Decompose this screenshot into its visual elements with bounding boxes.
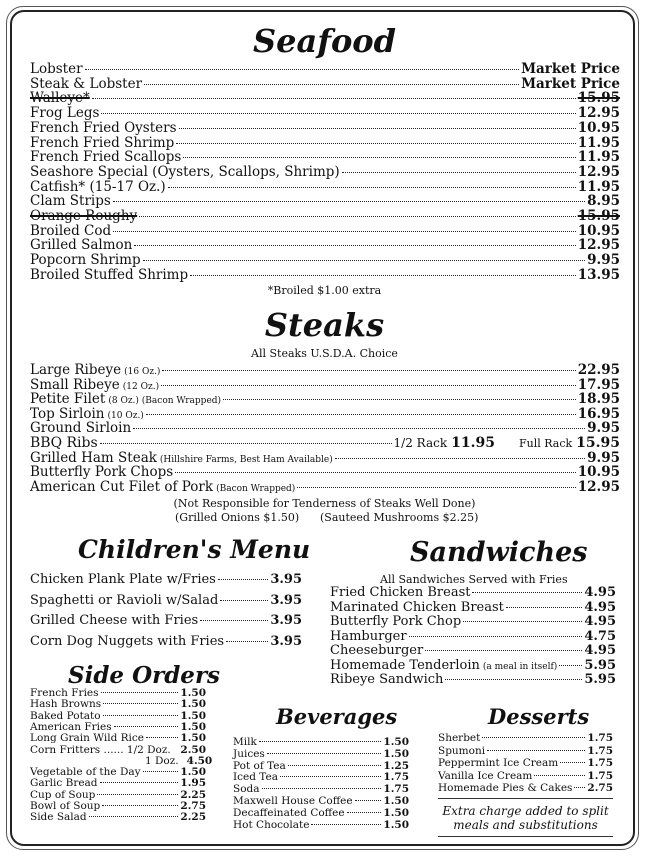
desserts-note-line2: meals and substitutions — [453, 818, 598, 832]
item-price: 3.95 — [270, 572, 302, 587]
item-price: 3.95 — [270, 633, 302, 649]
item-name: Corn Dog Nuggets with Fries — [30, 633, 225, 649]
item-price: 4.95 — [584, 585, 616, 600]
leader-dots — [534, 775, 585, 776]
item-detail: (Bacon Wrapped) — [216, 483, 296, 494]
leader-dots — [226, 641, 268, 642]
leader-dots — [134, 245, 575, 246]
dessert-item — [438, 757, 613, 769]
side-order-item — [30, 721, 206, 733]
bbq-half-label: 1/2 Rack — [393, 436, 448, 450]
item-name: Steak & Lobster — [30, 75, 143, 92]
bbq-ribs-row — [30, 435, 620, 451]
seafood-item — [30, 223, 620, 239]
leader-dots — [425, 650, 582, 651]
seafood-item — [30, 76, 620, 92]
item-name: Spumoni — [438, 744, 486, 757]
leader-dots — [89, 816, 179, 817]
side-order-item — [30, 789, 206, 801]
item-name: Top Sirloin — [30, 405, 105, 422]
item-price: 4.95 — [584, 599, 616, 615]
item-name: Small Ribeye — [30, 376, 120, 393]
dessert-item — [438, 782, 613, 794]
leader-dots — [559, 665, 582, 666]
leader-dots — [190, 275, 576, 276]
item-price: 4.95 — [584, 643, 616, 658]
beverage-item — [233, 783, 409, 795]
item-name: Butterfly Pork Chops — [30, 464, 174, 481]
seafood-item — [30, 208, 620, 224]
leader-dots — [220, 600, 268, 601]
leader-dots — [335, 458, 585, 459]
item-detail: (Hillshire Farms, Best Ham Available) — [159, 454, 333, 465]
steak-item — [30, 391, 620, 407]
item-price: 5.95 — [584, 672, 616, 687]
seafood-item — [30, 267, 620, 283]
item-name: Hash Browns — [30, 698, 102, 711]
steak-item — [30, 377, 620, 393]
side-order-item — [30, 744, 206, 756]
steaks-note-mushrooms: (Sauteed Mushrooms $2.25) — [320, 511, 479, 524]
seafood-item — [30, 179, 620, 195]
item-price: 5.95 — [584, 657, 616, 673]
dessert-item — [438, 732, 613, 744]
item-name: Chicken Plank Plate w/Fries — [30, 572, 216, 587]
item-price: 11.95 — [577, 178, 620, 195]
seafood-item — [30, 120, 620, 136]
item-price: 1.75 — [587, 732, 613, 744]
item-price: 8.95 — [587, 193, 620, 210]
leader-dots — [133, 428, 585, 429]
leader-dots — [161, 385, 576, 386]
item-name: Marinated Chicken Breast — [330, 599, 504, 615]
item-name: Corn Fritters ...... 1/2 Doz. — [30, 743, 171, 756]
item-detail: (a meal in itself) — [482, 661, 558, 672]
item-price: 9.95 — [587, 449, 620, 466]
item-name: Spaghetti or Ravioli w/Salad — [30, 592, 219, 608]
item-price: 1.75 — [383, 771, 409, 784]
item-name: Ribeye Sandwich — [330, 672, 444, 687]
item-price: 1.50 — [180, 709, 206, 722]
beverage-item — [233, 819, 409, 831]
item-name: Fried Chicken Breast — [330, 585, 471, 600]
leader-dots — [262, 788, 382, 789]
seafood-item — [30, 252, 620, 268]
item-price: 4.50 — [186, 754, 213, 767]
item-price: 1.50 — [180, 698, 206, 711]
item-detail: (12 Oz.) — [122, 381, 160, 392]
side-order-item — [30, 732, 206, 744]
side-order-item — [30, 710, 206, 722]
item-name: Long Grain Wild Rice — [30, 732, 144, 745]
item-name: Lobster — [30, 61, 83, 77]
item-price: 12.95 — [577, 105, 620, 122]
item-name: Seashore Special (Oysters, Scallops, Shrimp) — [30, 163, 340, 180]
beverage-item — [233, 760, 409, 772]
leader-dots — [259, 741, 382, 742]
leader-dots — [179, 128, 576, 129]
item-name: Butterfly Pork Chop — [330, 614, 462, 629]
leader-dots — [409, 636, 583, 637]
leader-dots — [280, 776, 381, 777]
leader-dots — [297, 487, 575, 488]
leader-dots — [487, 750, 585, 751]
item-name: Vegetable of the Day — [30, 766, 141, 779]
item-name: Grilled Cheese with Fries — [30, 613, 199, 628]
leader-dots — [146, 414, 576, 415]
item-name: Clam Strips — [30, 193, 111, 210]
leader-dots — [355, 800, 382, 801]
sandwiches-subtitle: All Sandwiches Served with Fries — [380, 573, 568, 586]
item-price: 11.95 — [577, 149, 620, 166]
seafood-item — [30, 135, 620, 151]
item-name: Broiled Cod — [30, 222, 112, 239]
item-price: 12.95 — [577, 478, 620, 495]
item-price: 3.95 — [270, 592, 302, 608]
item-price: 1.25 — [383, 759, 409, 772]
item-name: Grilled Ham Steak — [30, 449, 157, 466]
item-name: Milk — [233, 736, 257, 748]
item-price: 1.50 — [383, 818, 409, 831]
item-price: 1.50 — [180, 720, 206, 733]
item-detail: (16 Oz.) — [124, 367, 161, 377]
beverage-item — [233, 795, 409, 807]
item-name: American Cut Filet of Pork — [30, 478, 214, 495]
leader-dots — [103, 703, 178, 704]
item-name: French Fried Shrimp — [30, 134, 175, 151]
leader-dots — [463, 621, 582, 622]
sandwich-item — [330, 600, 616, 615]
side-orders-heading: Side Orders — [68, 662, 221, 689]
item-name: Large Ribeye — [30, 362, 122, 378]
item-detail: (8 Oz.) (Bacon Wrapped) — [108, 396, 222, 407]
dessert-item — [438, 745, 613, 757]
desserts-heading: Desserts — [488, 704, 590, 729]
beverage-item — [233, 736, 409, 748]
beverage-item — [233, 771, 409, 783]
item-name: Homemade Tenderloin — [330, 657, 480, 673]
item-price: 1.50 — [383, 806, 409, 819]
item-price: 1.50 — [180, 732, 206, 745]
item-price: 9.95 — [587, 420, 620, 437]
item-name: French Fries — [30, 687, 99, 699]
leader-dots — [200, 620, 268, 621]
desserts-divider-top — [438, 798, 613, 799]
leader-dots — [101, 113, 575, 114]
item-price: 2.50 — [180, 743, 206, 756]
leader-dots — [175, 472, 576, 473]
item-price: 17.95 — [577, 376, 620, 393]
item-name: Orange Roughy — [30, 208, 138, 224]
item-price: 3.95 — [270, 613, 302, 628]
leader-dots — [168, 187, 576, 188]
leader-dots — [482, 737, 585, 738]
item-price: 1.50 — [180, 687, 206, 699]
seafood-note: *Broiled $1.00 extra — [267, 284, 382, 297]
item-name: Ground Sirloin — [30, 420, 132, 437]
item-price: 2.75 — [180, 800, 206, 812]
item-price: 1.50 — [383, 747, 409, 760]
side-order-item — [30, 777, 206, 789]
steak-item — [30, 450, 620, 466]
item-price: 18.95 — [577, 391, 620, 408]
item-name: Popcorn Shrimp — [30, 252, 141, 269]
item-price: 12.95 — [577, 237, 620, 254]
side-order-item — [30, 800, 206, 812]
item-price: 10.95 — [577, 119, 620, 136]
item-name: Hamburger — [330, 628, 407, 644]
side-order-item — [30, 687, 206, 699]
item-name: French Fried Scallops — [30, 149, 182, 166]
side-order-item — [30, 811, 206, 823]
item-name: American Fries — [30, 720, 112, 733]
leader-dots — [560, 762, 585, 763]
bbq-ribs-name: BBQ Ribs — [30, 435, 98, 451]
item-name: Grilled Salmon — [30, 237, 133, 254]
item-name: Homemade Pies & Cakes — [438, 782, 573, 794]
sandwiches-heading: Sandwiches — [410, 537, 588, 568]
childrens-menu-item — [30, 634, 302, 649]
item-name: Pot of Tea — [233, 759, 286, 772]
leader-dots — [223, 399, 576, 400]
childrens-menu-item — [30, 572, 302, 587]
item-price: 1.75 — [587, 769, 613, 782]
bbq-full-label: Full Rack — [518, 437, 573, 450]
item-name: Juices — [233, 747, 265, 760]
item-name: Iced Tea — [233, 771, 278, 784]
item-price: 10.95 — [577, 464, 620, 481]
item-name: Broiled Stuffed Shrimp — [30, 266, 189, 283]
item-price: Market Price — [521, 75, 620, 92]
sandwich-item — [330, 585, 616, 600]
item-name: Baked Potato — [30, 709, 101, 722]
item-name: Vanilla Ice Cream — [438, 769, 533, 782]
leader-dots — [92, 98, 576, 99]
item-name: Side Salad — [30, 811, 87, 824]
childrens-menu-heading: Children's Menu — [78, 535, 311, 564]
leader-dots — [176, 143, 575, 144]
steak-item — [30, 479, 620, 495]
leader-dots — [100, 782, 179, 783]
seafood-item — [30, 105, 620, 121]
leader-dots — [103, 715, 179, 716]
item-name: 1 Doz. — [145, 754, 179, 767]
childrens-menu-item — [30, 613, 302, 628]
item-name: Sherbet — [438, 732, 481, 744]
sandwich-item — [330, 614, 616, 629]
item-price: 2.25 — [180, 811, 206, 824]
seafood-item — [30, 164, 620, 180]
sandwich-item — [330, 672, 616, 687]
leader-dots — [85, 69, 520, 70]
item-price: 1.50 — [180, 766, 206, 779]
item-price: 4.75 — [584, 628, 616, 644]
leader-dots — [342, 172, 576, 173]
seafood-item — [30, 90, 620, 106]
steak-item — [30, 362, 620, 378]
item-name: Petite Filet — [30, 391, 106, 408]
item-name: Bowl of Soup — [30, 800, 101, 812]
item-price: 4.95 — [584, 614, 616, 629]
leader-dots — [183, 157, 575, 158]
leader-dots — [267, 753, 382, 754]
leader-dots — [113, 201, 585, 202]
seafood-item — [30, 61, 620, 77]
item-price: 11.95 — [577, 134, 620, 151]
item-price: Market Price — [521, 61, 620, 77]
item-name: Soda — [233, 783, 260, 796]
leader-dots — [218, 579, 268, 580]
leader-dots — [288, 765, 382, 766]
side-order-item — [145, 754, 213, 767]
leader-dots — [162, 370, 575, 371]
item-detail: (10 Oz.) — [107, 410, 144, 421]
seafood-heading: Seafood — [252, 22, 397, 60]
leader-dots — [139, 216, 576, 217]
desserts-note-line1: Extra charge added to split — [442, 804, 609, 818]
dessert-item — [438, 770, 613, 782]
item-price: 13.95 — [577, 266, 620, 283]
bbq-full-price: 15.95 — [576, 435, 620, 451]
item-price: 12.95 — [577, 163, 620, 180]
beverages-heading: Beverages — [276, 704, 398, 729]
item-price: 9.95 — [587, 252, 620, 269]
item-name: Hot Chocolate — [233, 818, 310, 831]
leader-dots — [143, 260, 586, 261]
item-price: 10.95 — [577, 222, 620, 239]
item-price: 1.75 — [587, 744, 613, 757]
steaks-note-tenderness: (Not Responsible for Tenderness of Steaks Well Done) — [173, 497, 476, 510]
leader-dots — [144, 84, 519, 85]
leader-dots — [472, 592, 582, 593]
leader-dots — [97, 794, 178, 795]
side-order-item — [30, 698, 206, 710]
leader-dots — [146, 737, 178, 738]
item-price: 1.50 — [383, 795, 409, 807]
item-price: 2.25 — [180, 788, 206, 801]
leader-dots — [102, 805, 178, 806]
steaks-subtitle: All Steaks U.S.D.A. Choice — [251, 347, 398, 360]
leader-dots — [114, 726, 179, 727]
side-order-item — [30, 766, 206, 778]
item-price: 1.75 — [587, 757, 613, 769]
steak-item — [30, 406, 620, 422]
item-name: Peppermint Ice Cream — [438, 757, 559, 769]
item-price: 1.75 — [383, 783, 409, 796]
item-name: French Fried Oysters — [30, 119, 177, 136]
item-price: 1.95 — [180, 777, 206, 790]
item-name: Decaffeinated Coffee — [233, 806, 345, 819]
seafood-item — [30, 193, 620, 209]
leader-dots — [574, 787, 585, 788]
item-price: 22.95 — [577, 362, 620, 378]
item-name: Frog Legs — [30, 105, 100, 122]
item-name: Garlic Bread — [30, 777, 98, 790]
item-name: Walleye* — [30, 90, 90, 107]
leader-dots — [347, 812, 382, 813]
sandwich-item — [330, 643, 616, 658]
item-name: Catfish* (15-17 Oz.) — [30, 178, 166, 195]
item-price: 15.95 — [577, 90, 620, 107]
steaks-note-onions: (Grilled Onions $1.50) — [175, 511, 300, 524]
leader-dots — [311, 824, 381, 825]
beverage-item — [233, 748, 409, 760]
leader-dots — [506, 607, 582, 608]
steaks-heading: Steaks — [264, 306, 385, 344]
steak-item — [30, 420, 620, 436]
leader-dots — [101, 692, 179, 693]
leader-dots — [445, 679, 582, 680]
childrens-menu-item — [30, 593, 302, 608]
seafood-item — [30, 237, 620, 253]
leader-dots — [113, 231, 576, 232]
item-name: Cheeseburger — [330, 643, 424, 658]
item-price: 2.75 — [587, 782, 613, 794]
sandwich-item — [330, 658, 616, 673]
item-name: Cup of Soup — [30, 788, 96, 801]
seafood-item — [30, 149, 620, 165]
item-price: 1.50 — [383, 736, 409, 748]
bbq-half-price: 11.95 — [451, 435, 495, 451]
beverage-item — [233, 807, 409, 819]
desserts-divider-bottom — [438, 836, 613, 837]
item-price: 16.95 — [577, 405, 620, 422]
item-name: Maxwell House Coffee — [233, 795, 353, 807]
steak-item — [30, 464, 620, 480]
leader-dots — [143, 771, 179, 772]
item-price: 15.95 — [577, 208, 620, 224]
sandwich-item — [330, 629, 616, 644]
